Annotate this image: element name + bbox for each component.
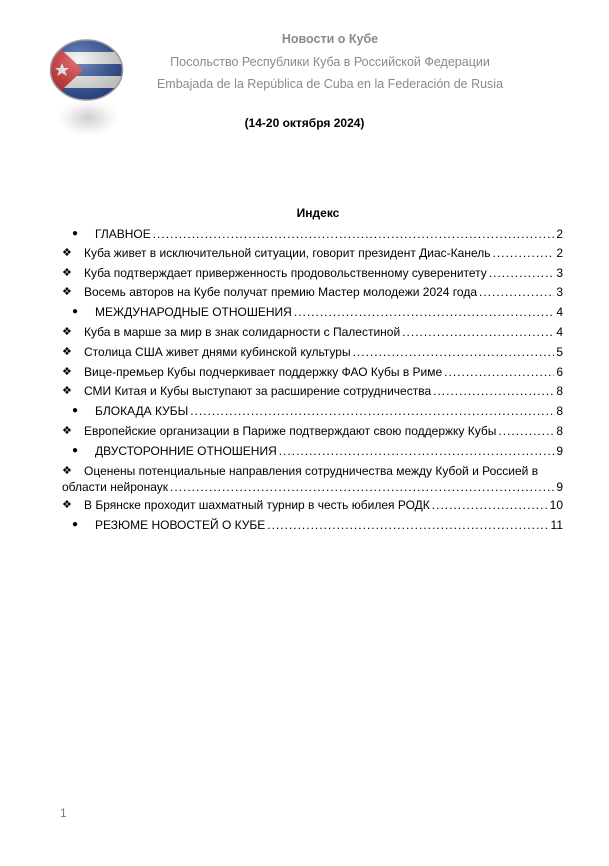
dot-leader (279, 443, 555, 459)
toc-section[interactable] (0, 443, 609, 459)
toc-page-number: 8 (556, 424, 563, 438)
toc-item[interactable] (0, 497, 609, 513)
toc-page-number: 2 (556, 246, 563, 260)
toc-section-label: ГЛАВНОЕ (95, 227, 151, 241)
dot-leader (402, 324, 554, 340)
toc-page-number: 9 (556, 444, 563, 458)
toc-item-label: СМИ Китая и Кубы выступают за расширение сотрудничества (84, 384, 432, 398)
toc-section[interactable] (0, 304, 609, 320)
toc-section-label: ДВУСТОРОННИЕ ОТНОШЕНИЯ (95, 444, 277, 458)
toc-item[interactable] (0, 265, 609, 281)
toc-page-number: 10 (549, 498, 563, 512)
dot-leader (489, 265, 555, 281)
newsletter-title: Новости о Кубе (281, 32, 379, 46)
diamond-bullet-icon: ❖ (62, 499, 72, 511)
toc-page-number: 2 (556, 227, 563, 241)
dot-leader (493, 245, 555, 261)
toc-item-label: Куба живет в исключительной ситуации, говорит президент Диас-Канель (84, 246, 491, 260)
toc-page-number: 9 (556, 480, 563, 494)
toc-item-label: Оценены потенциальные направления сотрудничества между Кубой и Россией в (84, 464, 539, 478)
bullet-icon: ● (72, 519, 79, 530)
diamond-bullet-icon: ❖ (62, 346, 72, 358)
diamond-bullet-icon: ❖ (62, 286, 72, 298)
diamond-bullet-icon: ❖ (62, 247, 72, 259)
toc-item-label: Вице-премьер Кубы подчеркивает поддержку ФАО Кубы в Риме (84, 365, 443, 379)
toc-page-number: 11 (550, 518, 563, 532)
dot-leader (432, 497, 548, 513)
dot-leader (479, 284, 554, 300)
dot-leader (294, 304, 554, 320)
dot-leader (444, 364, 554, 380)
toc-item[interactable] (0, 324, 609, 340)
diamond-bullet-icon: ❖ (62, 385, 72, 397)
toc-page-number: 8 (556, 404, 563, 418)
diamond-bullet-icon: ❖ (62, 366, 72, 378)
toc-item[interactable] (0, 463, 609, 495)
toc-item-label: Куба в марше за мир в знак солидарности с Палестиной (84, 325, 401, 339)
cuba-flag-logo (49, 38, 124, 102)
dot-leader (267, 517, 548, 533)
diamond-bullet-icon: ❖ (62, 326, 72, 338)
dot-leader (498, 423, 554, 439)
toc-item-label: Куба подтверждает приверженность продовольственному суверенитету (84, 266, 487, 280)
dot-leader (353, 344, 555, 360)
toc-section[interactable] (0, 517, 609, 533)
embassy-name-es: Embajada de la República de Cuba en la Federación de Rusia (156, 77, 504, 91)
toc-page-number: 8 (556, 384, 563, 398)
bullet-icon: ● (72, 405, 79, 416)
toc-section[interactable] (0, 226, 609, 242)
toc-page-number: 3 (556, 285, 563, 299)
toc-item-label: Столица США живет днями кубинской культуры (84, 345, 351, 359)
toc-item[interactable] (0, 364, 609, 380)
bullet-icon: ● (72, 306, 79, 317)
toc-item-label: Европейские организации в Париже подтверждают свою поддержку Кубы (84, 424, 497, 438)
diamond-bullet-icon: ❖ (62, 425, 72, 437)
toc-item[interactable] (0, 245, 609, 261)
bullet-icon: ● (72, 445, 79, 456)
diamond-bullet-icon: ❖ (62, 267, 72, 279)
dot-leader (170, 479, 554, 495)
toc-item[interactable] (0, 284, 609, 300)
toc-item[interactable] (0, 344, 609, 360)
dot-leader (153, 226, 555, 242)
toc-title: Индекс (296, 206, 340, 220)
toc-section-label: РЕЗЮМЕ НОВОСТЕЙ О КУБЕ (95, 518, 266, 532)
toc-item-label: В Брянске проходит шахматный турнир в честь юбилея РОДК (84, 498, 430, 512)
toc-page-number: 6 (556, 365, 563, 379)
toc-section-label: МЕЖДУНАРОДНЫЕ ОТНОШЕНИЯ (95, 305, 292, 319)
toc-item-label-continued: области нейронаук (62, 480, 168, 494)
toc-section[interactable] (0, 403, 609, 419)
page-number: 1 (60, 806, 67, 820)
toc-page-number: 4 (556, 305, 563, 319)
date-range: (14-20 октября 2024) (244, 116, 365, 130)
toc-section-label: БЛОКАДА КУБЫ (95, 404, 189, 418)
toc-item[interactable] (0, 383, 609, 399)
diamond-bullet-icon: ❖ (62, 465, 72, 477)
toc-item[interactable] (0, 423, 609, 439)
embassy-name-ru: Посольство Республики Куба в Российской Федерации (170, 55, 490, 69)
dot-leader (433, 383, 554, 399)
toc-page-number: 4 (556, 325, 563, 339)
toc-page-number: 3 (556, 266, 563, 280)
dot-leader (190, 403, 554, 419)
toc-item-label: Восемь авторов на Кубе получат премию Мастер молодежи 2024 года (84, 285, 477, 299)
toc-page-number: 5 (556, 345, 563, 359)
bullet-icon: ● (72, 228, 79, 239)
